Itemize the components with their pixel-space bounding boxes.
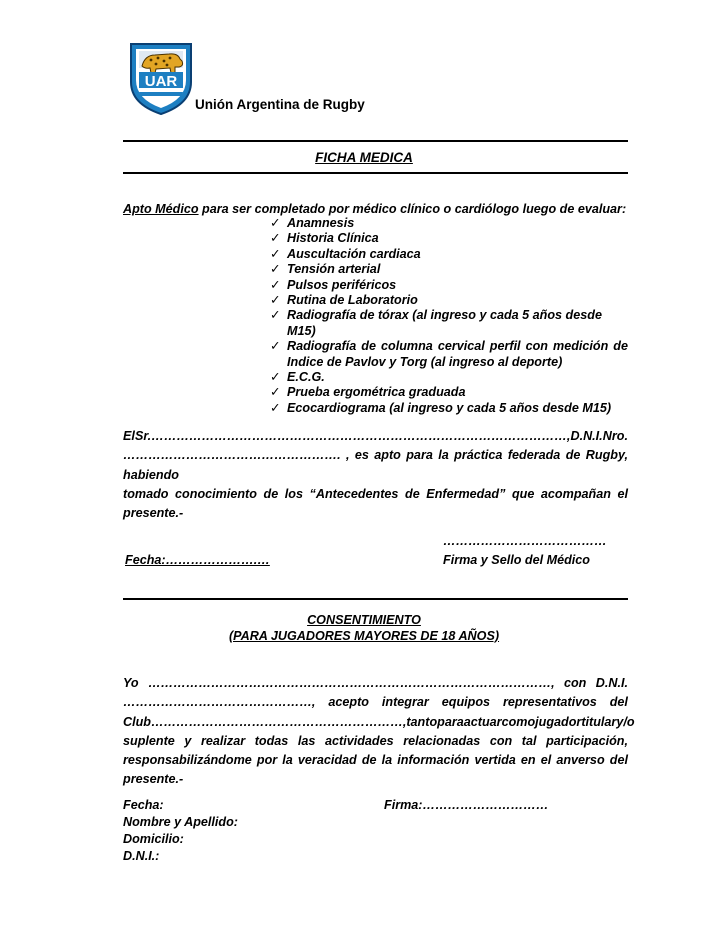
checklist-item: ✓ Pulsos periféricos — [270, 277, 397, 292]
section-divider — [123, 598, 628, 600]
consent-address-label: Domicilio: — [123, 832, 184, 846]
signature-label: Firma y Sello del Médico — [443, 553, 590, 567]
checklist-item: ✓ Radiografía de columna cervical perfil con medición de Indice de Pavlov y Torg (al ingreso al deporte) — [270, 339, 628, 369]
checkmark-icon: ✓ — [270, 293, 281, 308]
apto-label: Apto Médico — [123, 202, 199, 216]
checklist-item: ✓ Historia Clínica — [270, 231, 379, 246]
consent-title: CONSENTIMIENTO — [307, 613, 421, 627]
logo-text: UAR — [144, 73, 178, 90]
checkmark-icon: ✓ — [270, 216, 281, 230]
certificate-line-4: presente.- — [123, 506, 184, 521]
checklist-item: ✓ Auscultación cardiaca — [270, 246, 421, 261]
checklist-item: ✓ Ecocardiograma (al ingreso y cada 5 años desde M15) — [270, 400, 612, 415]
checkmark-icon: ✓ — [270, 262, 281, 277]
certificate-line-3: tomado conocimiento de los “Antecedentes de Enfermedad” que acompañan el — [123, 486, 628, 501]
consent-line-1: Yo ……………………………………………………………………………………, con D.N.I. — [123, 674, 628, 693]
checkmark-icon: ✓ — [270, 246, 281, 261]
certificate-date: Fecha:………………….… — [125, 553, 270, 567]
signature-dots: ………………………………… — [443, 534, 607, 548]
uar-shield-icon — [129, 42, 193, 116]
checkmark-icon: ✓ — [270, 308, 281, 323]
consent-date-label: Fecha: — [123, 798, 164, 812]
checkmark-icon: ✓ — [270, 370, 281, 385]
name-blank: ………………………………………………………………………………………, — [151, 429, 571, 443]
evaluation-checklist — [270, 216, 628, 416]
checklist-item: ✓ Anamnesis — [270, 216, 355, 230]
apto-intro — [123, 202, 626, 216]
consent-line-3: Club……………………………………………………, tanto para actuar como jugador titular y/o — [123, 714, 635, 729]
consent-paragraph — [123, 674, 635, 790]
checkmark-icon: ✓ — [270, 339, 281, 354]
checkmark-icon: ✓ — [270, 400, 281, 415]
certificate-line-1: El Sr. ………………………………………………………………………………………, D.N.I. Nro. — [123, 427, 628, 446]
checkmark-icon: ✓ — [270, 385, 281, 400]
header-rule-top — [123, 140, 628, 142]
checklist-item: ✓ Rutina de Laboratorio — [270, 293, 418, 308]
consent-dni-label: D.N.I.: — [123, 849, 160, 863]
page-title: FICHA MEDICA — [315, 150, 413, 165]
checklist-item: ✓ Tensión arterial — [270, 262, 381, 277]
header-rule-bottom — [123, 172, 628, 174]
checklist-item: ✓ E.C.G. — [270, 370, 325, 385]
consent-line-4: suplente y realizar todas las actividades relacionadas con tal participación, — [123, 733, 628, 748]
certificate-line-2: ……………………………………………. , es apto para la práctica federada de Rugby, habiendo — [123, 448, 628, 482]
checkmark-icon: ✓ — [270, 231, 281, 246]
consent-line-6: presente.- — [123, 772, 184, 787]
consent-line-2: ………………………………………, acepto integrar equipos representativos del — [123, 695, 628, 710]
consent-line-5: responsabilizándome por la veracidad de la información vertida en el anverso del — [123, 753, 628, 768]
checklist-item: ✓ Radiografía de tórax (al ingreso y cada 5 años desde M15) — [270, 308, 602, 338]
consent-subtitle: (PARA JUGADORES MAYORES DE 18 AÑOS) — [228, 629, 500, 643]
certificate-paragraph — [123, 427, 628, 523]
consent-name-label: Nombre y Apellido: — [123, 815, 238, 829]
uar-logo — [129, 42, 193, 116]
org-name: Unión Argentina de Rugby — [195, 97, 365, 112]
apto-intro-text: para ser completado por médico clínico o cardiólogo luego de evaluar: — [198, 202, 627, 216]
checklist-item: ✓ Prueba ergométrica graduada — [270, 385, 466, 400]
checkmark-icon: ✓ — [270, 277, 281, 292]
name-blank: ……………………………………………………………………………………, — [148, 676, 555, 690]
consent-signature-label: Firma:………………………… — [384, 798, 549, 812]
